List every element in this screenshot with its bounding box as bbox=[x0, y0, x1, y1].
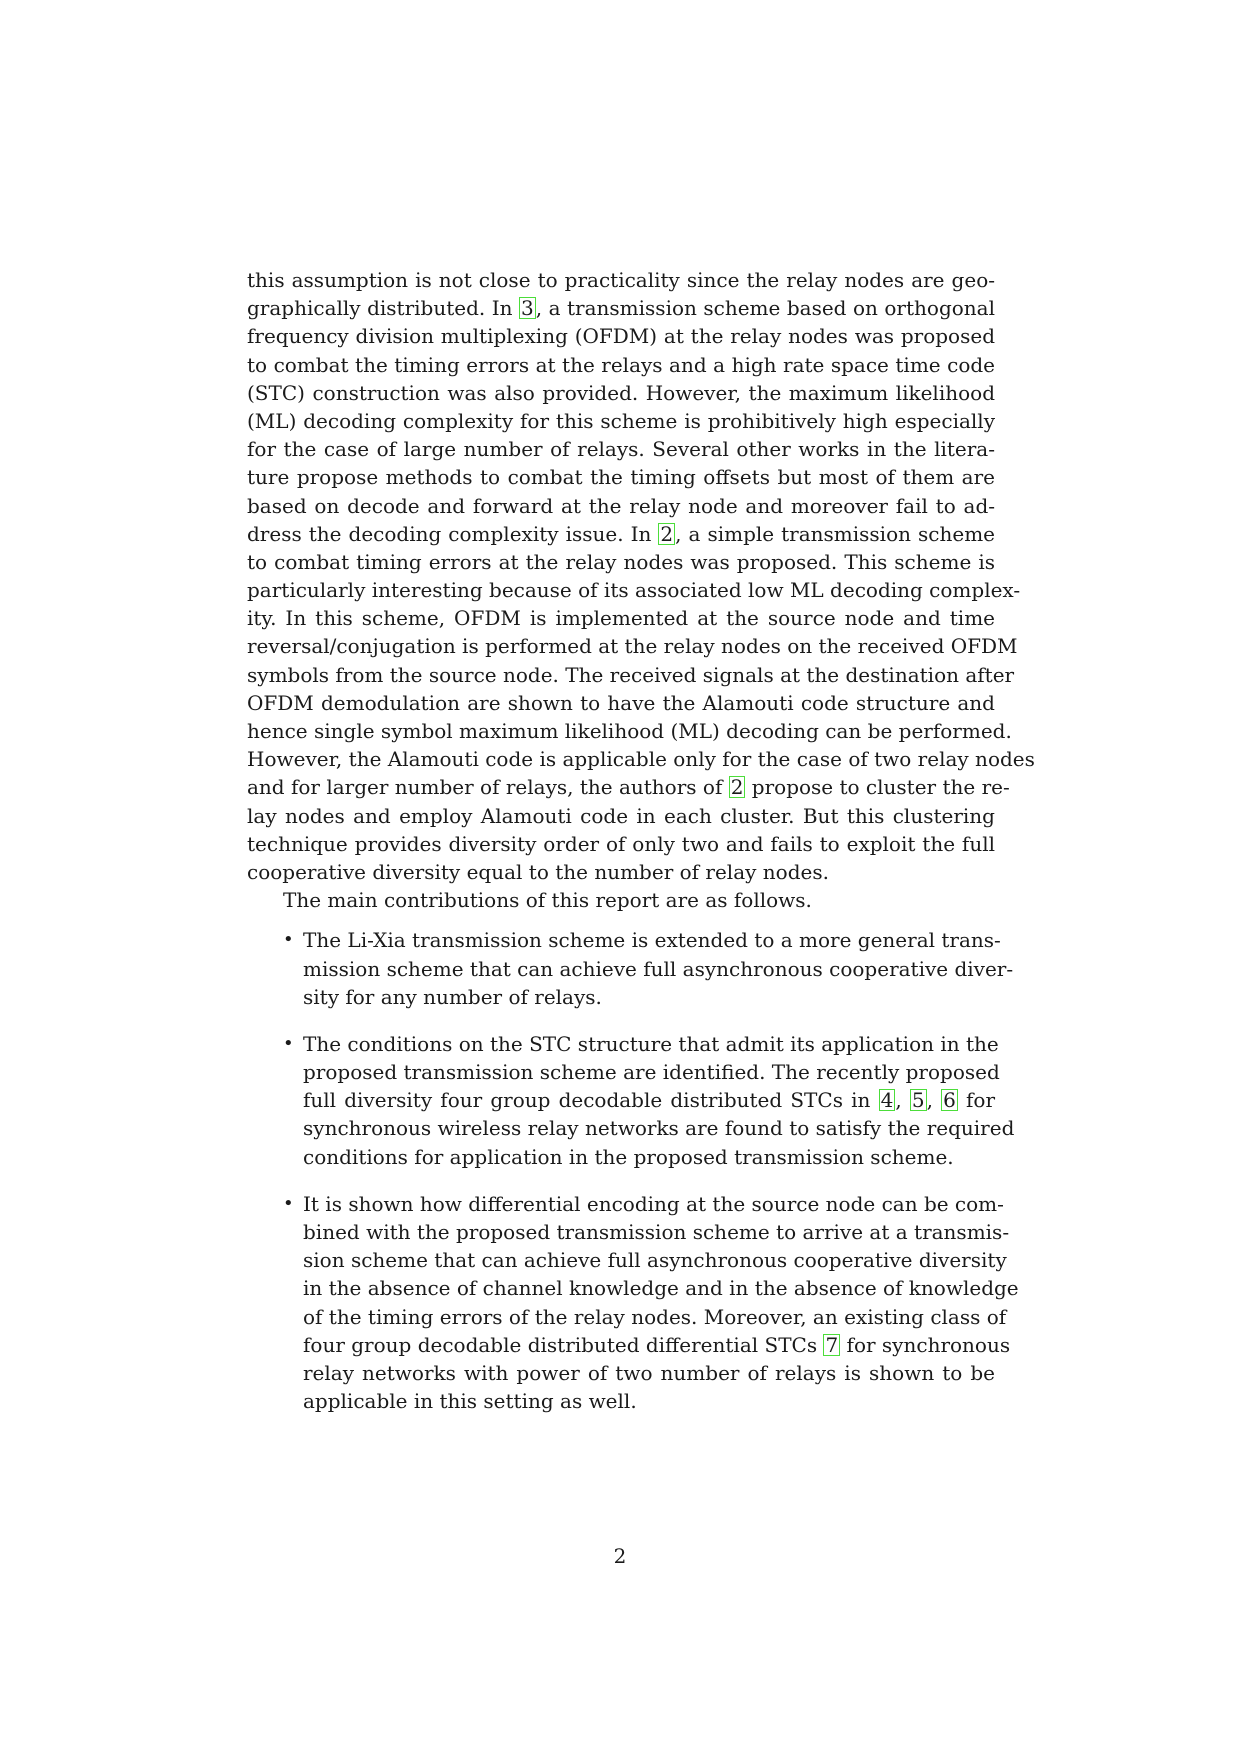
text-run: relay networks with power of two number of relays is shown to be bbox=[303, 1360, 995, 1385]
text-run: dress the decoding complexity issue. In bbox=[247, 521, 659, 546]
text-run: sion scheme that can achieve full asynchronous cooperative diversity bbox=[303, 1248, 1007, 1273]
text-line bbox=[247, 548, 995, 576]
text-line bbox=[303, 1303, 1007, 1331]
text-line bbox=[247, 322, 995, 350]
text-line bbox=[303, 926, 1001, 954]
text-line bbox=[247, 492, 995, 520]
text-run: this assumption is not close to practicality since the relay nodes are geo- bbox=[247, 268, 995, 292]
text-run: It is shown how differential encoding at the source node can be com- bbox=[303, 1191, 1004, 1216]
text-run: full diversity four group decodable distributed STCs in bbox=[303, 1088, 879, 1113]
text-run: reversal/conjugation is performed at the relay nodes on the received OFDM bbox=[247, 634, 1018, 659]
list-item bbox=[247, 926, 1014, 1011]
text-line bbox=[303, 1331, 1011, 1359]
text-line bbox=[303, 1246, 1007, 1274]
text-line bbox=[303, 1218, 1010, 1246]
text-run: However, the Alamouti code is applicable only for the case of two relay nodes bbox=[247, 747, 1035, 772]
text-line bbox=[303, 1058, 1000, 1086]
bullet-icon: • bbox=[283, 929, 294, 951]
text-run: technique provides diversity order of only two and fails to exploit the full bbox=[247, 831, 995, 856]
text-run: hence single symbol maximum likelihood (ML) decoding can be performed. bbox=[247, 719, 1012, 743]
text-run: (ML) decoding complexity for this scheme is prohibitively high especially bbox=[247, 408, 995, 433]
text-line bbox=[303, 1359, 995, 1387]
text-line bbox=[303, 1114, 1015, 1142]
text-run: and for larger number of relays, the authors of bbox=[247, 775, 729, 800]
text-run: , bbox=[895, 1088, 910, 1113]
text-line bbox=[303, 1143, 995, 1171]
text-run: ity. In this scheme, OFDM is implemented at the source node and time bbox=[247, 606, 995, 631]
text-line bbox=[247, 604, 995, 632]
text-run: propose to cluster the re- bbox=[745, 775, 1010, 800]
citation-link[interactable]: 2 bbox=[730, 775, 744, 800]
page-number: 2 bbox=[613, 1544, 627, 1568]
text-run: proposed transmission scheme are identified. The recently proposed bbox=[303, 1060, 1000, 1085]
text-line bbox=[247, 689, 995, 717]
text-run: cooperative diversity equal to the number of relay nodes. bbox=[247, 859, 829, 884]
text-line bbox=[303, 955, 1014, 983]
text-run: The Li-Xia transmission scheme is extended to a more general trans- bbox=[303, 928, 1001, 953]
text-line bbox=[247, 520, 995, 548]
text-run: for bbox=[957, 1088, 996, 1113]
text-run: for the case of large number of relays. Several other works in the litera- bbox=[247, 437, 995, 462]
text-line bbox=[247, 294, 995, 322]
text-run: sity for any number of relays. bbox=[303, 984, 602, 1009]
text-run: to combat the timing errors at the relays and a high rate space time code bbox=[247, 352, 995, 377]
text-run: conditions for application in the proposed transmission scheme. bbox=[303, 1144, 954, 1169]
text-line bbox=[303, 1086, 995, 1114]
list-item bbox=[247, 1190, 1019, 1416]
text-run: symbols from the source node. The received signals at the destination after bbox=[247, 662, 1015, 687]
paragraph-2: The main contributions of this report are as follows. bbox=[283, 888, 812, 913]
text-line bbox=[247, 632, 1018, 660]
text-run: ture propose methods to combat the timing offsets but most of them are bbox=[247, 465, 995, 490]
text-line bbox=[303, 1190, 1004, 1218]
list-item bbox=[247, 1030, 1015, 1171]
text-line bbox=[247, 830, 995, 858]
text-line bbox=[247, 266, 995, 294]
text-run: The conditions on the STC structure that admit its application in the bbox=[303, 1031, 999, 1056]
text-run: based on decode and forward at the relay node and moreover fail to ad- bbox=[247, 493, 995, 518]
text-run: graphically distributed. In bbox=[247, 296, 520, 321]
text-line bbox=[303, 983, 995, 1011]
citation-link[interactable]: 2 bbox=[660, 521, 674, 546]
text-run: for synchronous bbox=[840, 1332, 1011, 1357]
text-run: particularly interesting because of its associated low ML decoding complex- bbox=[247, 578, 1021, 603]
text-line bbox=[247, 463, 995, 491]
text-run: in the absence of channel knowledge and in the absence of knowledge bbox=[303, 1276, 1019, 1301]
text-line bbox=[247, 773, 1010, 801]
citation-link[interactable]: 6 bbox=[943, 1088, 956, 1113]
citation-link[interactable]: 3 bbox=[521, 296, 534, 321]
text-run: mission scheme that can achieve full asynchronous cooperative diver- bbox=[303, 956, 1014, 981]
text-line bbox=[247, 802, 995, 830]
text-run: frequency division multiplexing (OFDM) at the relay nodes was proposed bbox=[247, 324, 995, 349]
text-run: , a transmission scheme based on orthogonal bbox=[535, 296, 995, 321]
citation-link[interactable]: 5 bbox=[911, 1088, 925, 1113]
text-run: of the timing errors of the relay nodes. Moreover, an existing class of bbox=[303, 1304, 1007, 1329]
text-line bbox=[247, 717, 1012, 745]
text-line bbox=[247, 351, 995, 379]
text-line bbox=[247, 379, 995, 407]
bullet-icon: • bbox=[283, 1192, 294, 1214]
text-line bbox=[247, 407, 995, 435]
text-line bbox=[303, 1387, 995, 1415]
text-run: OFDM demodulation are shown to have the Alamouti code structure and bbox=[247, 690, 995, 715]
text-run: bined with the proposed transmission scheme to arrive at a transmis- bbox=[303, 1220, 1010, 1244]
text-line bbox=[303, 1274, 1019, 1302]
paragraph-1 bbox=[247, 266, 1035, 886]
text-line bbox=[247, 435, 995, 463]
bullet-icon: • bbox=[283, 1032, 294, 1054]
citation-link[interactable]: 4 bbox=[880, 1088, 894, 1113]
text-run: to combat timing errors at the relay nodes was proposed. This scheme is bbox=[247, 549, 995, 574]
text-run: lay nodes and employ Alamouti code in each cluster. But this clustering bbox=[247, 803, 995, 828]
text-line bbox=[247, 576, 1021, 604]
text-run: applicable in this setting as well. bbox=[303, 1389, 637, 1414]
text-run: (STC) construction was also provided. However, the maximum likelihood bbox=[247, 380, 995, 405]
text-line bbox=[247, 858, 995, 886]
text-line bbox=[303, 1030, 999, 1058]
text-run: four group decodable distributed differential STCs bbox=[303, 1332, 824, 1357]
text-run: synchronous wireless relay networks are found to satisfy the required bbox=[303, 1116, 1015, 1141]
text-run: , bbox=[926, 1088, 942, 1113]
contributions-list bbox=[247, 926, 1019, 1415]
citation-link[interactable]: 7 bbox=[825, 1332, 839, 1357]
text-line bbox=[247, 745, 1035, 773]
text-line bbox=[247, 661, 1015, 689]
body-text bbox=[247, 266, 1035, 1434]
text-run: , a simple transmission scheme bbox=[675, 521, 995, 546]
